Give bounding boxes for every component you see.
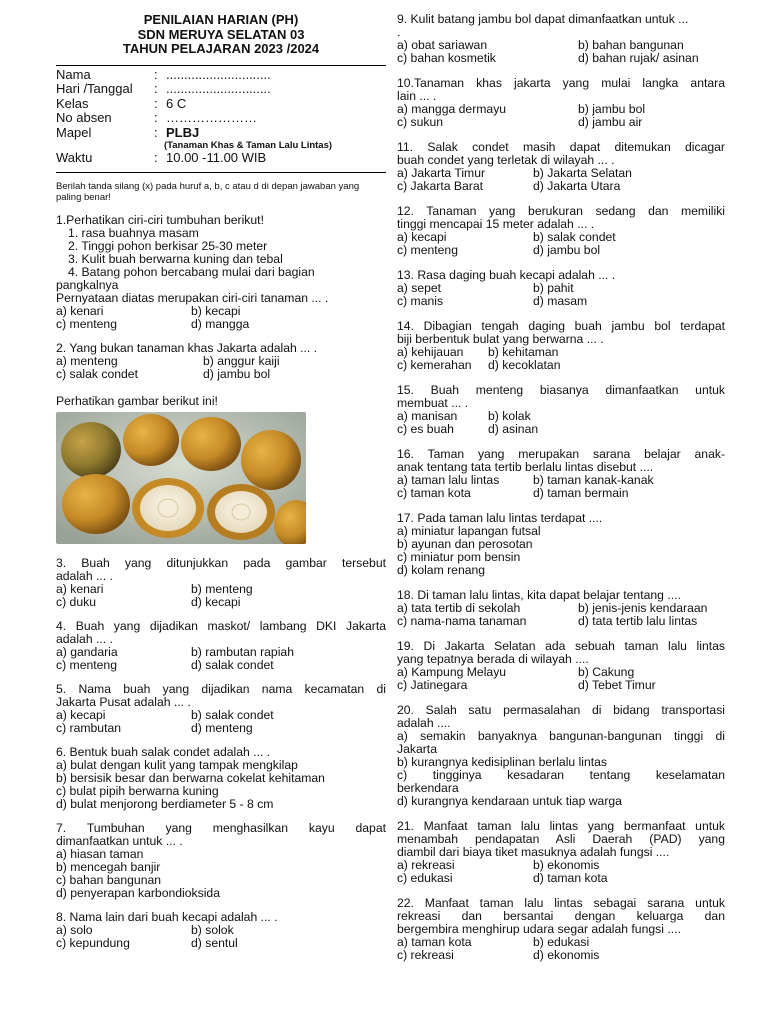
q2-options (56, 355, 386, 381)
q18-option-a[interactable]: a) tata tertib di sekolah (397, 601, 521, 615)
q19-option-d[interactable]: d) Tebet Timur (578, 678, 656, 692)
q8-option-b[interactable]: b) solok (191, 922, 234, 937)
question-12: 12. Tanaman yang berukuran sedang dan memiliki tinggi mencapai 15 meter adalah ... . a) kecapi b) salak condet c) menteng d) jambu bol (397, 204, 725, 257)
q22-options (397, 936, 725, 962)
q19-option-c[interactable]: c) Jatinegara (397, 678, 468, 692)
q7-option-d[interactable]: d) penyerapan karbondioksida (56, 885, 220, 900)
q2-option-a[interactable]: a) menteng (56, 353, 118, 368)
q7-option-b[interactable]: b) mencegah banjir (56, 859, 161, 874)
q20-option-d[interactable]: d) kurangnya kendaraan untuk tiap warga (397, 794, 622, 808)
q19-option-a[interactable]: a) Kampung Melayu (397, 665, 507, 679)
q15-option-b[interactable]: b) kolak (488, 409, 531, 423)
question-20: 20. Salah satu permasalahan di bidang transportasi adalah .... a) semakin banyaknya bangunan-bangunan tinggi di Jakarta b) kurangnya kedisiplinan berlalu lintas c) tingginya kesadaran tentang keselamatan berkendara d) kurangnya kendaraan untuk tiap warga (397, 703, 725, 808)
info-row-kelas: Kelas : 6 C (56, 95, 187, 111)
q20-option-a[interactable]: a) semakin banyaknya bangunan-bangunan tinggi di Jakarta (397, 729, 725, 756)
info-row-absen: No absen : ………………… (56, 110, 257, 125)
question-18: 18. Di taman lalu lintas, kita dapat belajar tentang .... a) tata tertib di sekolah b) jenis-jenis kendaraan c) nama-nama tanaman d) tata tertib lalu lintas (397, 589, 725, 628)
q21-option-c[interactable]: c) edukasi (397, 871, 453, 885)
q17-option-c[interactable]: c) miniatur pom bensin (397, 550, 521, 564)
q11-option-b[interactable]: b) Jakarta Selatan (533, 166, 632, 180)
q1-option-d[interactable]: d) mangga (191, 316, 250, 331)
question-11: 11. Salak condet masih dapat ditemukan dicagar buah condet yang terletak di wilayah ... . a) Jakarta Timur b) Jakarta Selatan c) Jakarta Barat d) Jakarta Utara (397, 140, 725, 193)
question-3: 3. Buah yang ditunjukkan pada gambar tersebut adalah ... . a) kenari b) menteng c) duku d) kecapi (56, 555, 386, 609)
q8-options (56, 924, 386, 950)
q13-options (397, 282, 725, 308)
exam-header (56, 13, 386, 57)
q22-option-c[interactable]: c) rekreasi (397, 948, 454, 962)
hari-field[interactable]: ............................. (166, 81, 271, 96)
question-14: 14. Dibagian tengah daging buah jambu bol terdapat biji berbentuk bulat yang berwarna ... . a) kehijauan b) kehitaman c) kemerahan d) kecoklatan (397, 319, 725, 372)
q10-option-c[interactable]: c) sukun (397, 115, 444, 129)
q10-option-d[interactable]: d) jambu air (578, 115, 643, 129)
q18-option-b[interactable]: b) jenis-jenis kendaraan (578, 601, 708, 615)
q17-option-a[interactable]: a) miniatur lapangan futsal (397, 524, 541, 538)
question-16: 16. Taman yang merupakan sarana belajar anak- anak tentang tata tertib berlalu lintas disebut .... a) taman lalu lintas b) taman kanak-kanak c) taman kota d) taman bermain (397, 447, 725, 500)
right-column (397, 0, 725, 962)
q11-options (397, 167, 725, 193)
absen-field[interactable]: ………………… (166, 110, 257, 125)
question-19: 19. Di Jakarta Selatan ada sebuah taman lalu lintas yang tepatnya berada di wilayah .... a) Kampung Melayu b) Cakung c) Jatinegara d) Tebet Timur (397, 639, 725, 692)
q14-option-b[interactable]: b) kehitaman (488, 345, 559, 359)
instruction-text: Berilah tanda silang (x) pada huruf a, b, c atau d di depan jawaban yang paling benar! (56, 180, 360, 203)
left-column (56, 0, 386, 950)
info-row-mapel: Mapel : PLBJ (56, 124, 200, 140)
q11-option-c[interactable]: c) Jakarta Barat (397, 179, 484, 193)
q16-option-d[interactable]: d) taman bermain (533, 486, 629, 500)
q10-options (397, 103, 725, 129)
question-7: 7. Tumbuhan yang menghasilkan kayu dapat dimanfaatkan untuk ... . a) hiasan taman b) mencegah banjir c) bahan bangunan d) penyerapan karbondioksida (56, 820, 386, 900)
q6-option-c[interactable]: c) bulat pipih berwarna kuning (56, 783, 219, 798)
q3-option-b[interactable]: b) menteng (191, 581, 253, 596)
q3-option-c[interactable]: c) duku (56, 594, 96, 609)
q5-option-a[interactable]: a) kecapi (56, 707, 106, 722)
q21-options (397, 859, 725, 885)
q9-options (397, 39, 725, 65)
q3-options (56, 583, 386, 609)
q6-option-d[interactable]: d) bulat menjorong berdiameter 5 - 8 cm (56, 796, 274, 811)
q12-option-c[interactable]: c) menteng (397, 243, 458, 257)
q22-option-b[interactable]: b) edukasi (533, 935, 590, 949)
image-caption: Perhatikan gambar berikut ini! (56, 393, 218, 408)
q2-option-c[interactable]: c) salak condet (56, 366, 138, 381)
q7-option-c[interactable]: c) bahan bangunan (56, 872, 162, 887)
q13-option-b[interactable]: b) pahit (533, 281, 574, 295)
q18-options (397, 602, 725, 628)
question-22: 22. Manfaat taman lalu lintas sebagai sarana untuk rekreasi dan bersantai dengan keluarga dan bergembira menghirup udara segar adalah fungsi .... a) taman kota b) edukasi c) rekreasi d) ekonomis (397, 896, 725, 962)
nama-field[interactable]: ............................. (166, 66, 271, 82)
q21-option-b[interactable]: b) ekonomis (533, 858, 600, 872)
q16-options (397, 474, 725, 500)
q9-option-d[interactable]: d) bahan rujak/ asinan (578, 51, 699, 65)
q5-options (56, 709, 386, 735)
q14-option-c[interactable]: c) kemerahan (397, 358, 472, 372)
question-4: 4. Buah yang dijadikan maskot/ lambang DKI Jakarta adalah ... . a) gandaria b) rambutan rapiah c) menteng d) salak condet (56, 618, 386, 672)
q3-option-d[interactable]: d) kecapi (191, 594, 241, 609)
q4-option-b[interactable]: b) rambutan rapiah (191, 644, 294, 659)
q21-option-d[interactable]: d) taman kota (533, 871, 608, 885)
header-title-3: TAHUN PELAJARAN 2023 /2024 (122, 41, 320, 56)
student-info-box (56, 65, 386, 173)
q7-option-a[interactable]: a) hiasan taman (56, 846, 144, 861)
q4-option-d[interactable]: d) salak condet (191, 657, 274, 672)
q6-option-a[interactable]: a) bulat dengan kulit yang tampak mengkilap (56, 757, 298, 772)
q15-options (397, 410, 725, 436)
question-15: 15. Buah menteng biasanya dimanfaatkan untuk membuat ... . a) manisan b) kolak c) es buah d) asinan (397, 383, 725, 436)
q20-option-c[interactable]: c) tingginya kesadaran tentang keselamatan berkendara (397, 768, 725, 795)
q15-option-a[interactable]: a) manisan (397, 409, 458, 423)
q11-option-d[interactable]: d) Jakarta Utara (533, 179, 621, 193)
q18-option-c[interactable]: c) nama-nama tanaman (397, 614, 527, 628)
q10-option-b[interactable]: b) jambu bol (578, 102, 646, 116)
q14-option-a[interactable]: a) kehijauan (397, 345, 464, 359)
info-row-nama: Nama : ............................. (56, 66, 271, 82)
q13-option-d[interactable]: d) masam (533, 294, 588, 308)
question-1: 1.Perhatikan ciri-ciri tumbuhan berikut! 1. rasa buahnya masam 2. Tinggi pohon berkisar 25-30 meter 3. Kulit buah berwarna kuning dan tebal 4. Batang pohon bercabang mulai dari bagian pangkalnya Pernyataan diatas merupakan ciri-ciri tanaman ... . a) kenari b) kecapi c) menteng d) mangga (56, 214, 386, 331)
question-21: 21. Manfaat taman lalu lintas yang bermanfaat untuk menambah pendapatan Asli Daerah (PAD) yang diambil dari biaya tiket masuknya adalah fungsi .... a) rekreasi b) ekonomis c) edukasi d) taman kota (397, 819, 725, 885)
q9-option-b[interactable]: b) bahan bangunan (578, 38, 684, 52)
question-10: 10.Tanaman khas jakarta yang mulai langka antara lain ... . a) mangga dermayu b) jambu bol c) sukun d) jambu air (397, 76, 725, 129)
q19-options (397, 666, 725, 692)
q17-option-b[interactable]: b) ayunan dan perosotan (397, 537, 533, 551)
q18-option-d[interactable]: d) tata tertib lalu lintas (578, 614, 698, 628)
question-9: 9. Kulit batang jambu bol dapat dimanfaatkan untuk ... . a) obat sariawan b) bahan bangunan c) bahan kosmetik d) bahan rujak/ asinan (397, 13, 725, 65)
question-13: 13. Rasa daging buah kecapi adalah ... . a) sepet b) pahit c) manis d) masam (397, 269, 725, 308)
q1-option-c[interactable]: c) menteng (56, 316, 117, 331)
info-row-hari: Hari /Tanggal : ............................. (56, 81, 271, 96)
q12-options (397, 231, 725, 257)
mapel-subtitle: (Tanaman Khas & Taman Lalu Lintas) (164, 140, 333, 151)
q5-option-b[interactable]: b) salak condet (191, 707, 274, 722)
q22-option-d[interactable]: d) ekonomis (533, 948, 600, 962)
q21-option-a[interactable]: a) rekreasi (397, 858, 455, 872)
question-2: 2. Yang bukan tanaman khas Jakarta adalah ... . a) menteng b) anggur kaiji c) salak condet d) jambu bol (56, 342, 386, 381)
q16-option-b[interactable]: b) taman kanak-kanak (533, 473, 654, 487)
q8-option-d[interactable]: d) sentul (191, 935, 238, 950)
q20-option-b[interactable]: b) kurangnya kedisiplinan berlalu lintas (397, 755, 608, 769)
q1-option-a[interactable]: a) kenari (56, 303, 104, 318)
q16-option-a[interactable]: a) taman lalu lintas (397, 473, 500, 487)
question-5: 5. Nama buah yang dijadikan nama kecamatan di Jakarta Pusat adalah ... . a) kecapi b) salak condet c) rambutan d) menteng (56, 681, 386, 735)
header-title-1: PENILAIAN HARIAN (PH) (143, 12, 299, 27)
q5-option-c[interactable]: c) rambutan (56, 720, 122, 735)
q6-option-b[interactable]: b) bersisik besar dan berwarna cokelat kehitaman (56, 770, 325, 785)
q9-option-a[interactable]: a) obat sariawan (397, 38, 488, 52)
q11-option-a[interactable]: a) Jakarta Timur (397, 166, 486, 180)
q10-option-a[interactable]: a) mangga dermayu (397, 102, 507, 116)
q3-option-a[interactable]: a) kenari (56, 581, 104, 596)
q8-option-a[interactable]: a) solo (56, 922, 93, 937)
q4-option-c[interactable]: c) menteng (56, 657, 117, 672)
question-8: 8. Nama lain dari buah kecapi adalah ... . a) solo b) solok c) kepundung d) sentul (56, 911, 386, 950)
q12-option-d[interactable]: d) jambu bol (533, 243, 601, 257)
q13-option-c[interactable]: c) manis (397, 294, 444, 308)
q16-option-c[interactable]: c) taman kota (397, 486, 471, 500)
question-17: 17. Pada taman lalu lintas terdapat .... a) miniatur lapangan futsal b) ayunan dan perosotan c) miniatur pom bensin d) kolam renang (397, 512, 725, 577)
q22-option-a[interactable]: a) taman kota (397, 935, 472, 949)
q5-option-d[interactable]: d) menteng (191, 720, 253, 735)
q19-option-b[interactable]: b) Cakung (578, 665, 635, 679)
q2-option-b[interactable]: b) anggur kaiji (203, 353, 280, 368)
q4-options (56, 646, 386, 672)
q1-option-b[interactable]: b) kecapi (191, 303, 241, 318)
q14-option-d[interactable]: d) kecoklatan (488, 358, 561, 372)
q17-option-d[interactable]: d) kolam renang (397, 563, 486, 577)
q12-option-b[interactable]: b) salak condet (533, 230, 616, 244)
q8-option-c[interactable]: c) kepundung (56, 935, 130, 950)
q15-option-d[interactable]: d) asinan (488, 422, 539, 436)
header-title-2: SDN MERUYA SELATAN 03 (137, 26, 305, 42)
q15-option-c[interactable]: c) es buah (397, 422, 454, 436)
q13-option-a[interactable]: a) sepet (397, 281, 442, 295)
q4-option-a[interactable]: a) gandaria (56, 644, 118, 659)
question-6: 6. Bentuk buah salak condet adalah ... . a) bulat dengan kulit yang tampak mengkilap b) bersisik besar dan berwarna cokelat kehitaman c) bulat pipih berwarna kuning d) bulat menjorong berdiameter 5 - 8 cm (56, 746, 386, 811)
kecapi-fruit-photo (56, 412, 306, 544)
q14-options (397, 346, 725, 372)
q9-option-c[interactable]: c) bahan kosmetik (397, 51, 496, 65)
q1-options (56, 305, 386, 331)
q2-option-d[interactable]: d) jambu bol (203, 366, 271, 381)
q12-option-a[interactable]: a) kecapi (397, 230, 447, 244)
info-row-waktu: Waktu : 10.00 -11.00 WIB (56, 150, 267, 165)
